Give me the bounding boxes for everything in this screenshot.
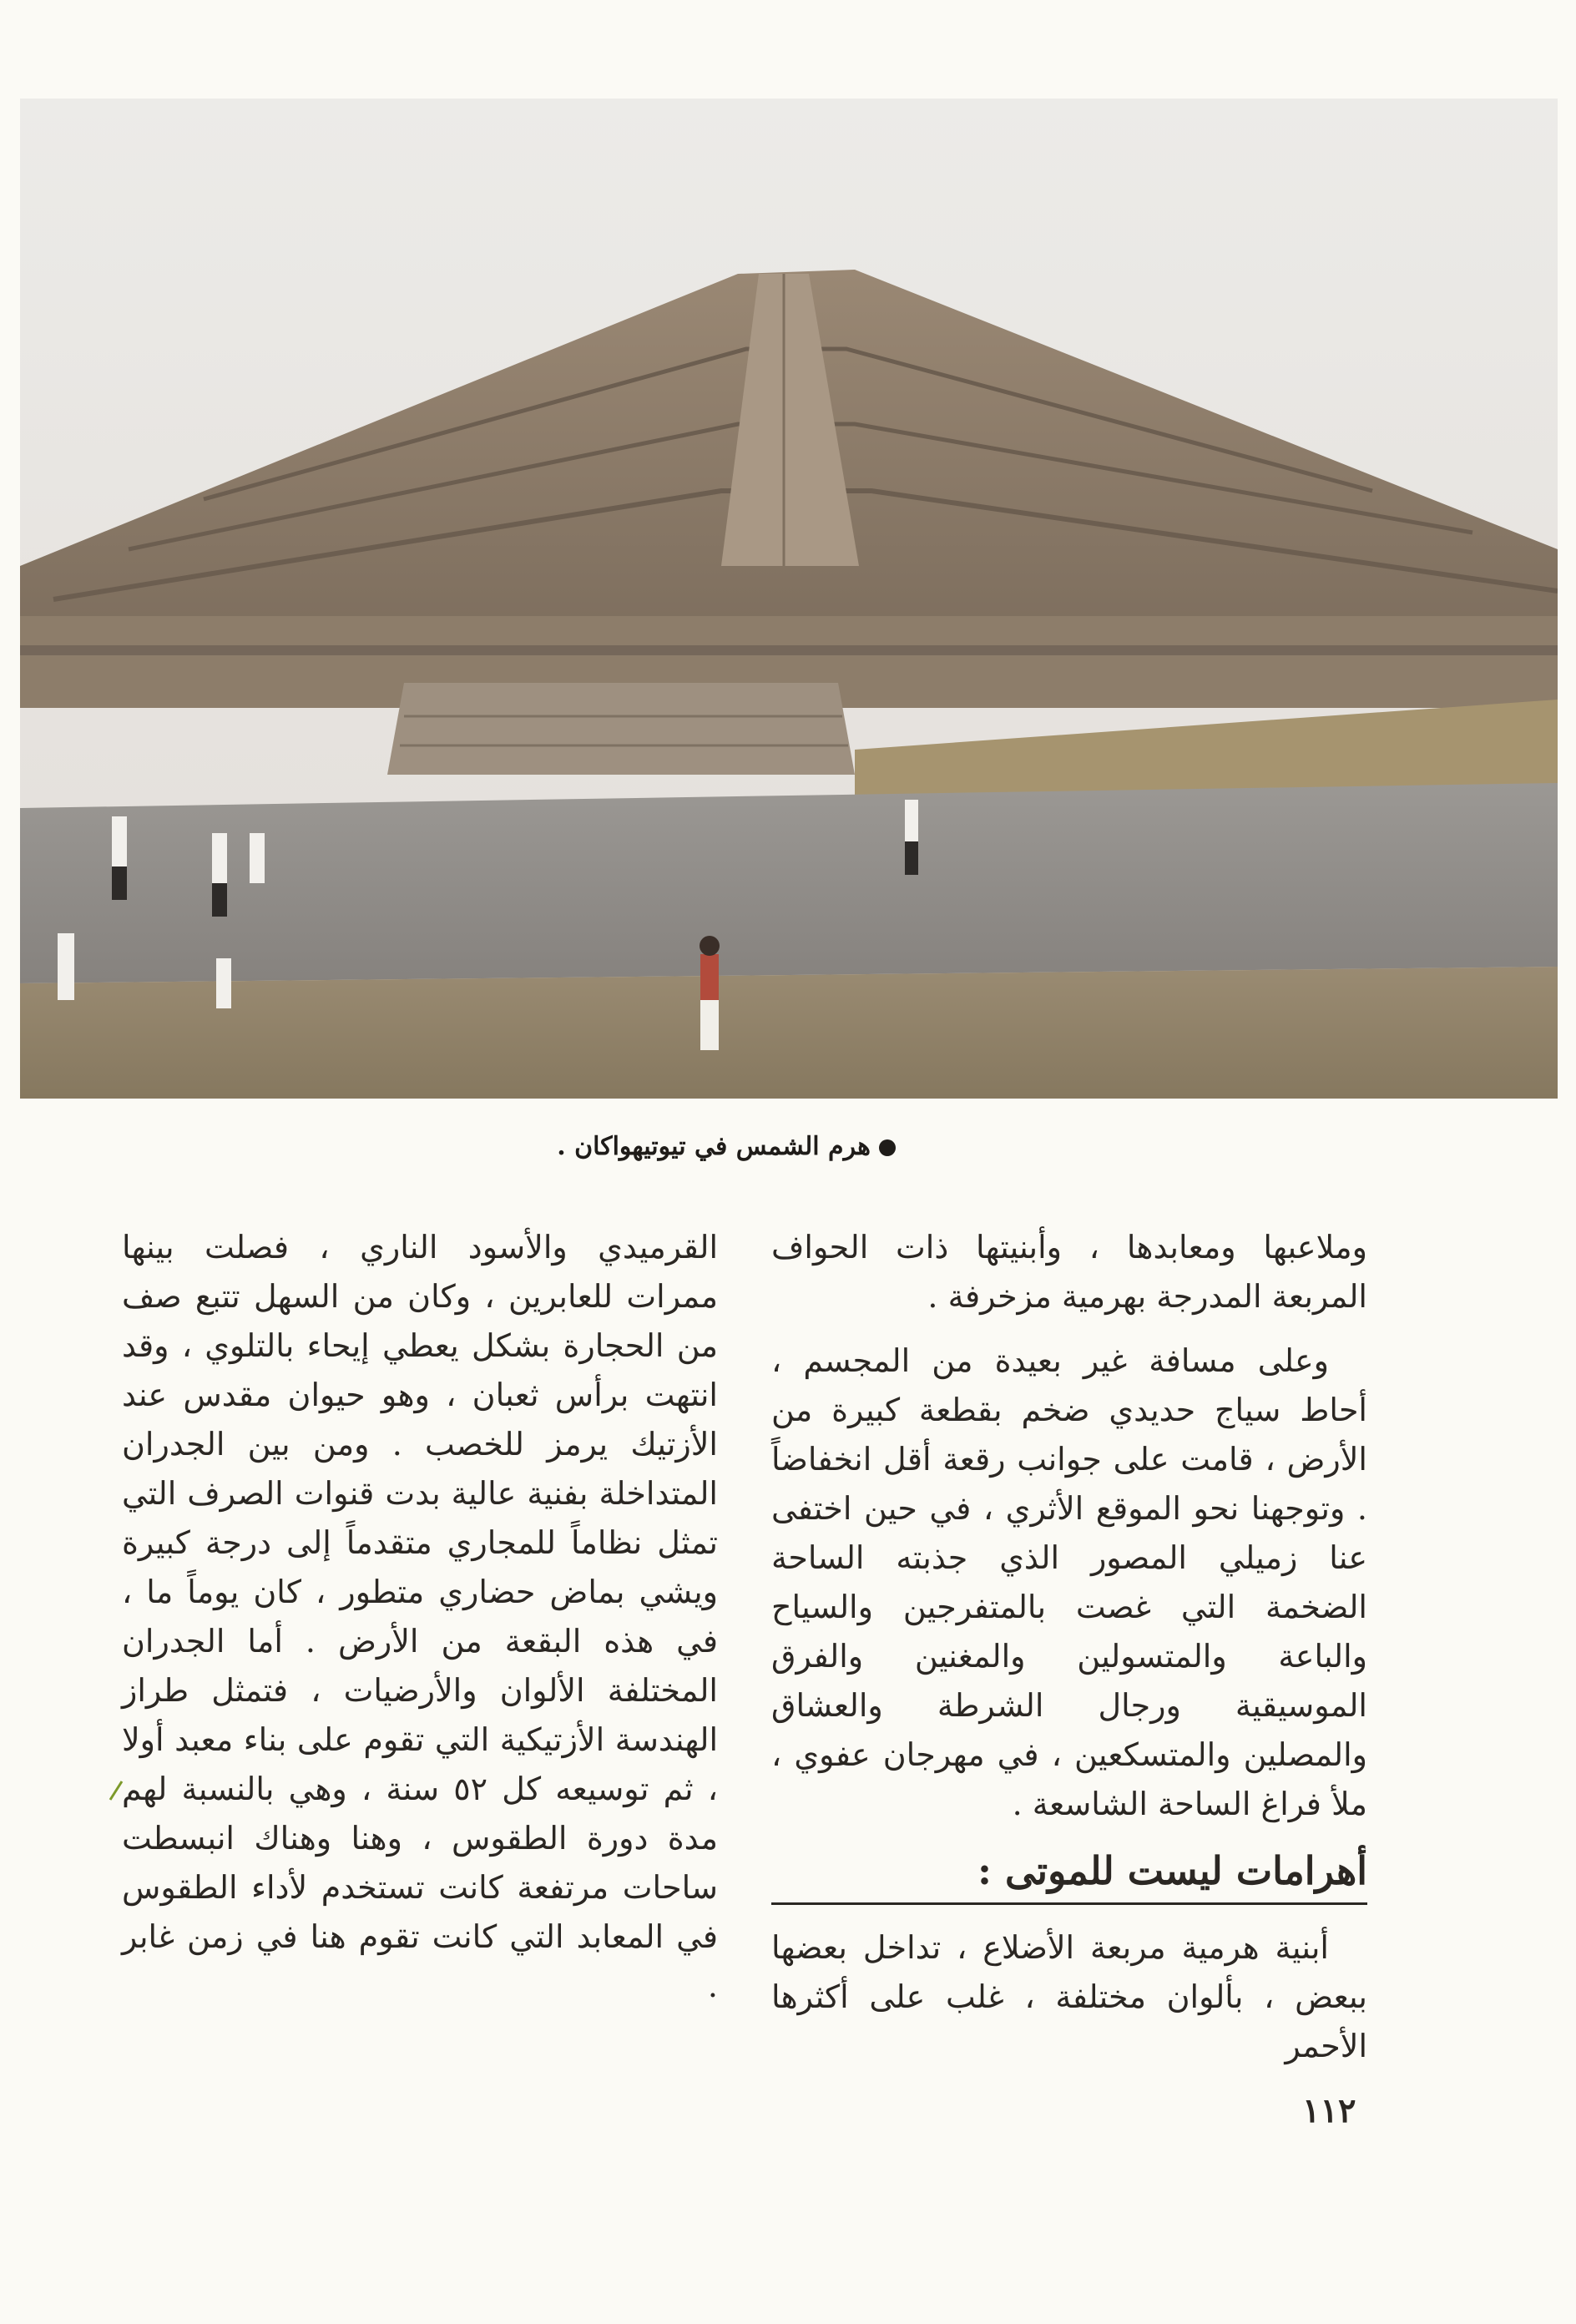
section-heading: أهرامات ليست للموتى : [977, 1848, 1367, 1893]
pyramid-photo [20, 99, 1558, 1099]
caption-text: هرم الشمس في تيوتيهواكان . [557, 1132, 871, 1161]
pyramid-illustration [20, 99, 1558, 1099]
paragraph: وملاعبها ومعابدها ، وأبنيتها ذات الحواف المربعة المدرجة بهرمية مزخرفة . [771, 1229, 1367, 1315]
paragraph: وعلى مسافة غير بعيدة من المجسم ، أحاط سياج حديدي ضخم بقطعة كبيرة من الأرض ، قامت على جوانب رقعة أقل انخفاضاً . وتوجهنا نحو الموقع الأثري ، في حين اختفى عنا زميلي المصور الذي جذبته الساحة الضخمة التي غصت بالمتفرجين والسياح والباعة والمتسولين والمغنين والفرق الموسيقية ورجال الشرطة والعشاق والمصلين والمتسكعين ، في مهرجان عفوي ، ملأ فراغ الساحة الشاسعة . [771, 1342, 1367, 1822]
photo-caption [0, 1132, 1576, 1161]
heading-rule [771, 1902, 1367, 1905]
left-column [122, 1223, 718, 2026]
page-number: ١١٢ [1302, 2091, 1356, 2130]
paragraph: أبنية هرمية مربعة الأضلاع ، تداخل بعضها ببعض ، بألوان مختلفة ، غلب على أكثرها الأحمر [771, 1929, 1367, 2064]
right-column [771, 1223, 1367, 2086]
bullet-icon [879, 1139, 896, 1156]
pen-mark-icon [109, 1778, 125, 1801]
paragraph: القرميدي والأسود الناري ، فصلت بينها ممرات للعابرين ، وكان من السهل تتبع صف من الحجارة بشكل يعطي إيحاء بالتلوي ، وقد انتهت برأس ثعبان ، وهو حيوان مقدس عند الأزتيك يرمز للخصب . ومن بين الجدران المتداخلة بفنية عالية بدت قنوات الصرف التي تمثل نظاماً للمجاري متقدماً إلى درجة كبيرة ويشي بماض حضاري متطور ، كان يوماً ما ، في هذه البقعة من الأرض . أما الجدران المختلفة الألوان والأرضيات ، فتمثل طراز الهندسة الأزتيكية التي تقوم على بناء معبد أولا ، ثم توسيعه كل ٥٢ سنة ، وهي بالنسبة لهم مدة دورة الطقوس ، وهنا وهناك انبسطت ساحات مرتفعة كانت تستخدم لأداء الطقوس في المعابد التي كانت تقوم هنا في زمن غابر . [122, 1229, 718, 2004]
